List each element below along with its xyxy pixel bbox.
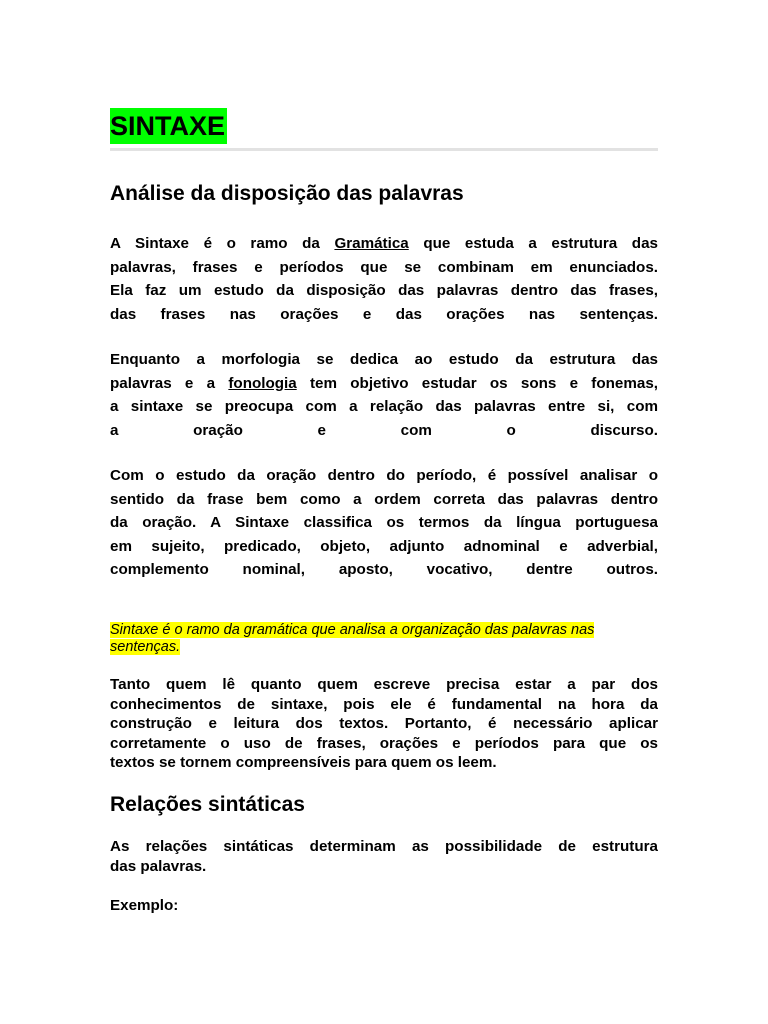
paragraph-estudo-oracao	[110, 464, 658, 582]
title-divider	[110, 148, 658, 151]
paragraph-intro	[110, 232, 658, 326]
paragraph-line: Exemplo:	[110, 897, 179, 914]
paragraph-line: conhecimentos de sintaxe, pois ele é fundamental na hora da	[110, 695, 658, 713]
paragraph-line	[110, 232, 658, 256]
text-segment: que estuda a estrutura das	[423, 235, 658, 252]
paragraph-line: das frases nas orações e das orações nas sentenças.	[110, 305, 658, 323]
text-segment: tem objetivo estudar os sons e fonemas,	[309, 374, 658, 392]
paragraph-relacoes	[110, 837, 658, 876]
paragraph-morfologia	[110, 348, 658, 442]
paragraph-line: Tanto quem lê quanto quem escreve precisa estar a par dos	[110, 676, 658, 693]
paragraph-line: textos se tornem compreensíveis para quem os leem.	[110, 754, 497, 771]
section-heading-relacoes: Relações sintáticas	[110, 793, 305, 816]
paragraph-line: palavras, frases e períodos que se combinam em enunciados.	[110, 258, 658, 276]
paragraph-line	[110, 372, 658, 396]
paragraph-line: corretamente o uso de frases, orações e períodos para que os	[110, 734, 658, 752]
highlight-line: Sintaxe é o ramo da gramática que analisa a organização das palavras nas	[110, 622, 595, 638]
paragraph-line: a sintaxe se preocupa com a relação das palavras entre si, com	[110, 398, 658, 415]
text-segment: palavras e a	[110, 374, 216, 392]
paragraph-line: Ela faz um estudo da disposição das palavras dentro das frases,	[110, 282, 658, 299]
fonologia-link[interactable]: fonologia	[228, 374, 297, 392]
paragraph-line: complemento nominal, aposto, vocativo, dentre outros.	[110, 561, 658, 578]
paragraph-line: sentido da frase bem como a ordem correta das palavras dentro	[110, 490, 658, 508]
paragraph-line: em sujeito, predicado, objeto, adjunto adnominal e adverbial,	[110, 537, 658, 555]
paragraph-line: As relações sintáticas determinam as possibilidade de estrutura	[110, 838, 658, 855]
page-title: SINTAXE	[110, 108, 227, 144]
paragraph-line: Enquanto a morfologia se dedica ao estudo da estrutura das	[110, 351, 658, 368]
paragraph-line: construção e leitura dos textos. Portanto, é necessário aplicar	[110, 715, 658, 732]
highlight-line: sentenças.	[110, 639, 181, 655]
paragraph-line: a oração e com o discurso.	[110, 421, 658, 439]
section-heading-analise: Análise da disposição das palavras	[110, 182, 464, 205]
paragraph-line: Com o estudo da oração dentro do período, é possível analisar o	[110, 467, 658, 484]
highlighted-definition	[110, 622, 658, 656]
gramatica-link[interactable]: Gramática	[334, 235, 409, 252]
example-label	[110, 896, 658, 916]
paragraph-line: da oração. A Sintaxe classifica os termos da língua portuguesa	[110, 514, 658, 531]
paragraph-leitura	[110, 675, 658, 773]
paragraph-line: das palavras.	[110, 857, 207, 875]
text-segment: A Sintaxe é o ramo da	[110, 235, 320, 252]
